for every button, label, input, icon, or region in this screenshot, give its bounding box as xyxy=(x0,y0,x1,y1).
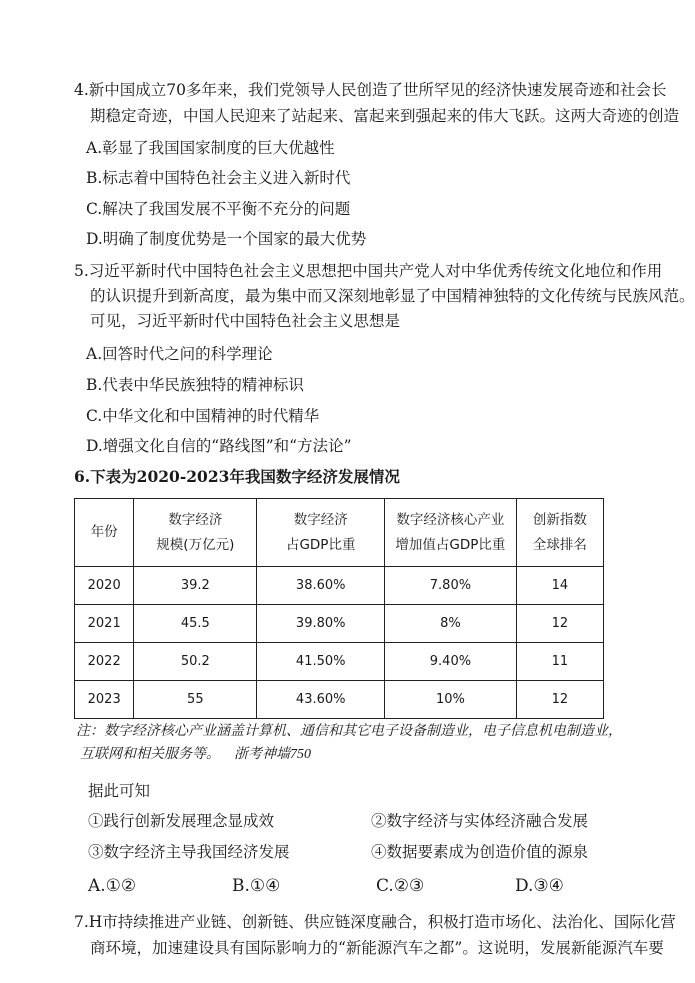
header-gdp-share: 数字经济 占GDP比重 xyxy=(257,499,385,567)
q6-title: 6.下表为2020-2023年我国数字经济发展情况 xyxy=(74,467,400,486)
cell-core-share: 8% xyxy=(385,605,517,643)
q5-option-b: B.代表中华民族独特的精神标识 xyxy=(86,376,304,394)
q6-note-line1: 注：数字经济核心产业涵盖计算机、通信和其它电子设备制造业，电子信息机电制造业， xyxy=(76,724,622,739)
q6-choice-c: C.②③ xyxy=(376,876,425,896)
cell-gdp-share: 39.80% xyxy=(257,605,385,643)
q4-stem-line2: 期稳定奇迹，中国人民迎来了站起来、富起来到强起来的伟大飞跃。这两大奇迹的创造 xyxy=(90,107,680,125)
q6-stem: 据此可知 xyxy=(88,782,151,800)
q6-data-table xyxy=(74,498,604,719)
cell-rank: 11 xyxy=(516,643,603,681)
cell-rank: 14 xyxy=(516,567,603,605)
header-year: 年份 xyxy=(75,499,134,567)
cell-rank: 12 xyxy=(516,605,603,643)
q4-option-b: B.标志着中国特色社会主义进入新时代 xyxy=(86,169,351,187)
q5-stem-line2: 的认识提升到新高度，最为集中而又深刻地彰显了中国精神独特的文化传统与民族风范。 xyxy=(90,287,695,305)
cell-gdp-share: 38.60% xyxy=(257,567,385,605)
q4-option-d: D.明确了制度优势是一个国家的最大优势 xyxy=(86,230,367,248)
q5-option-c: C.中华文化和中国精神的时代精华 xyxy=(86,407,320,425)
table-row xyxy=(75,605,604,643)
cell-scale: 50.2 xyxy=(134,643,257,681)
q4-option-c: C.解决了我国发展不平衡不充分的问题 xyxy=(86,200,351,218)
q4-stem-line1: 4.新中国成立70多年来，我们党领导人民创造了世所罕见的经济快速发展奇迹和社会长 xyxy=(74,81,667,99)
table-header-row xyxy=(75,499,604,567)
cell-core-share: 7.80% xyxy=(385,567,517,605)
header-rank: 创新指数 全球排名 xyxy=(516,499,603,567)
cell-scale: 55 xyxy=(134,681,257,719)
cell-scale: 45.5 xyxy=(134,605,257,643)
q6-choice-b: B.①④ xyxy=(232,876,281,896)
table-row xyxy=(75,681,604,719)
cell-rank: 12 xyxy=(516,681,603,719)
q5-option-a: A.回答时代之问的科学理论 xyxy=(86,345,273,363)
table-row xyxy=(75,567,604,605)
cell-scale: 39.2 xyxy=(134,567,257,605)
q7-stem-line1: 7.H市持续推进产业链、创新链、供应链深度融合，积极打造市场化、法治化、国际化营 xyxy=(74,913,676,931)
q6-choice-a: A.①② xyxy=(88,876,137,896)
q6-note-line2: 互联网和相关服务等。 浙考神墙750 xyxy=(80,747,311,762)
cell-gdp-share: 41.50% xyxy=(257,643,385,681)
q6-item-4: ④数据要素成为创造价值的源泉 xyxy=(371,843,589,861)
cell-year: 2020 xyxy=(75,567,134,605)
q5-stem-line3: 可见，习近平新时代中国特色社会主义思想是 xyxy=(90,312,401,330)
table-row xyxy=(75,643,604,681)
cell-year: 2021 xyxy=(75,605,134,643)
q6-choice-d: D.③④ xyxy=(515,876,564,896)
q5-stem-line1: 5.习近平新时代中国特色社会主义思想把中国共产党人对中华优秀传统文化地位和作用 xyxy=(74,262,663,280)
header-core-share: 数字经济核心产业 增加值占GDP比重 xyxy=(385,499,517,567)
cell-year: 2023 xyxy=(75,681,134,719)
q4-option-a: A.彰显了我国国家制度的巨大优越性 xyxy=(86,139,335,157)
q6-item-1: ①践行创新发展理念显成效 xyxy=(88,812,275,830)
cell-gdp-share: 43.60% xyxy=(257,681,385,719)
cell-year: 2022 xyxy=(75,643,134,681)
q7-stem-line2: 商环境，加速建设具有国际影响力的“新能源汽车之都”。这说明，发展新能源汽车要 xyxy=(90,939,664,957)
q6-item-3: ③数字经济主导我国经济发展 xyxy=(88,843,290,861)
cell-core-share: 9.40% xyxy=(385,643,517,681)
header-scale: 数字经济 规模(万亿元) xyxy=(134,499,257,567)
q6-item-2: ②数字经济与实体经济融合发展 xyxy=(371,812,589,830)
cell-core-share: 10% xyxy=(385,681,517,719)
q5-option-d: D.增强文化自信的“路线图”和“方法论” xyxy=(86,437,352,455)
